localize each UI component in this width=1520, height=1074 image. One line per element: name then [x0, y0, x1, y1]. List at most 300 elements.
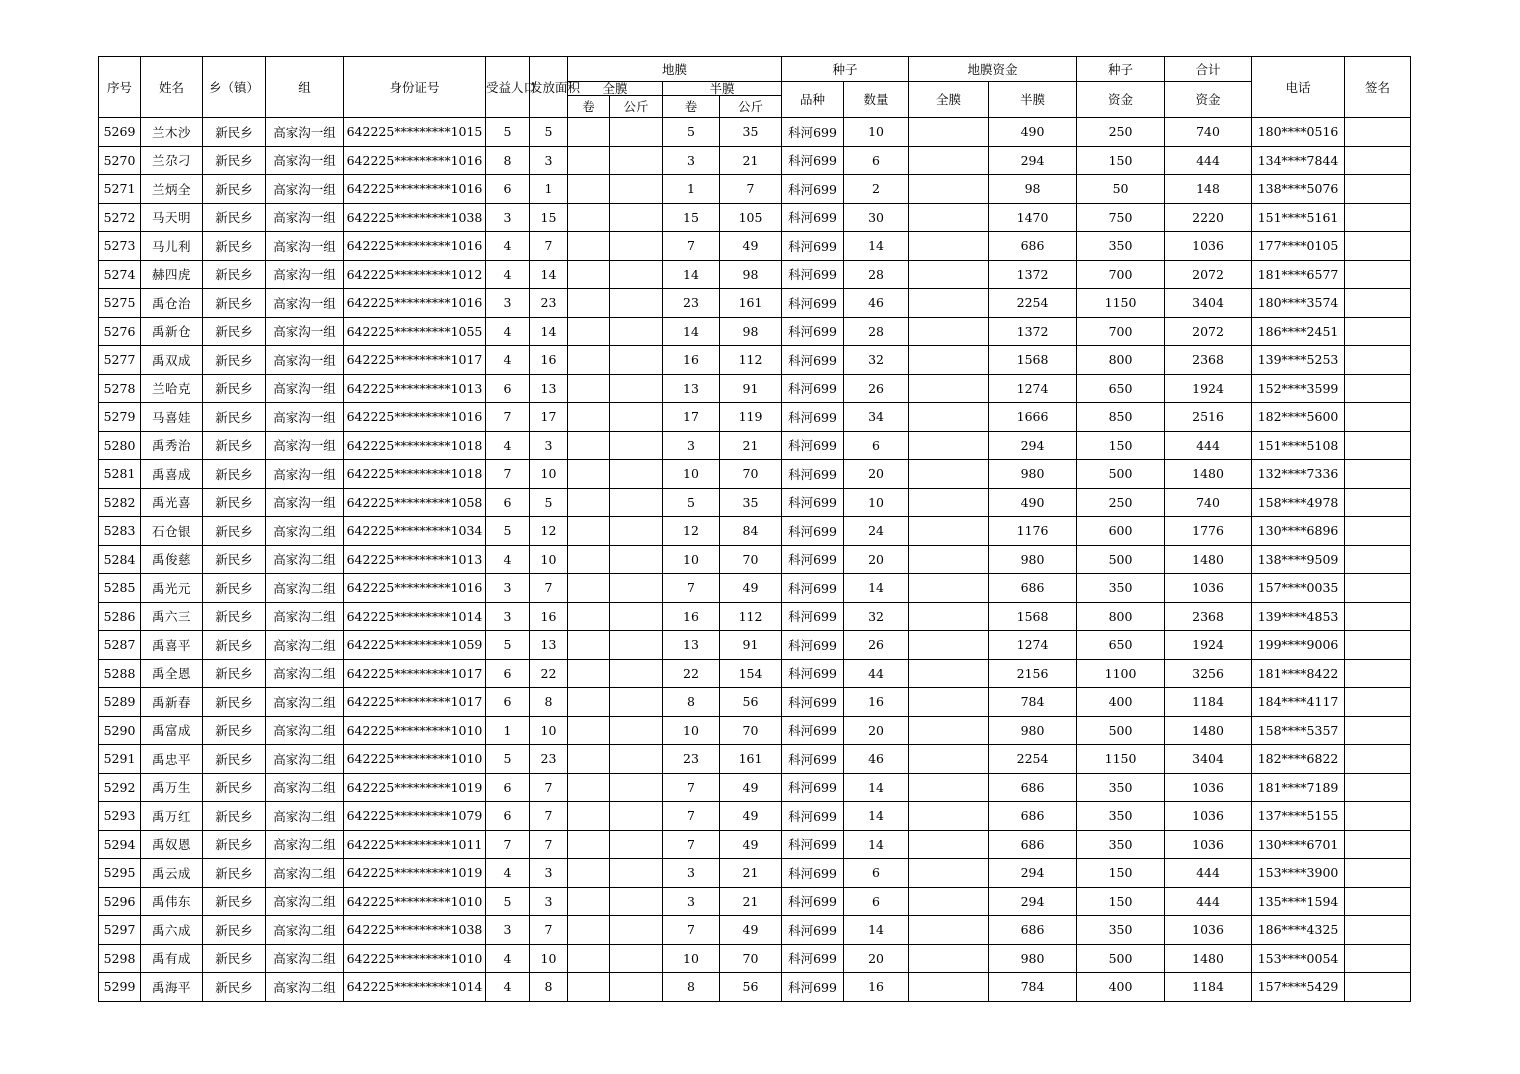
cell-total-funds: 2072 [1165, 317, 1252, 346]
cell-area: 3 [530, 887, 568, 916]
cell-full-kg [610, 545, 663, 574]
cell-seq: 5280 [99, 431, 141, 460]
cell-full-kg [610, 260, 663, 289]
cell-beneficiaries: 4 [486, 431, 530, 460]
distribution-table [98, 56, 1411, 1002]
cell-half-film-funds: 1470 [989, 203, 1077, 232]
table-row [99, 916, 1411, 945]
cell-full-roll [568, 317, 610, 346]
cell-total-funds: 3256 [1165, 659, 1252, 688]
cell-half-film-funds: 686 [989, 574, 1077, 603]
cell-id-number: 642225*********1016 [344, 403, 486, 432]
cell-full-roll [568, 232, 610, 261]
cell-half-roll: 23 [663, 745, 720, 774]
cell-total-funds: 444 [1165, 859, 1252, 888]
cell-area: 7 [530, 574, 568, 603]
cell-township: 新民乡 [203, 175, 266, 204]
cell-quantity: 20 [844, 944, 909, 973]
cell-half-film-funds: 490 [989, 488, 1077, 517]
header-half-film: 半膜 [663, 82, 782, 96]
cell-signature [1345, 460, 1411, 489]
cell-name: 禹新仓 [141, 317, 203, 346]
cell-area: 10 [530, 944, 568, 973]
cell-full-film-funds [909, 745, 989, 774]
header-half-roll: 卷 [663, 96, 720, 118]
cell-half-roll: 8 [663, 688, 720, 717]
cell-total-funds: 444 [1165, 887, 1252, 916]
cell-full-film-funds [909, 545, 989, 574]
cell-half-kg: 98 [720, 317, 782, 346]
header-film-funds: 地膜资金 [909, 57, 1077, 82]
cell-township: 新民乡 [203, 887, 266, 916]
cell-seq: 5278 [99, 374, 141, 403]
cell-area: 16 [530, 346, 568, 375]
cell-signature [1345, 802, 1411, 831]
cell-full-kg [610, 203, 663, 232]
cell-id-number: 642225*********1034 [344, 517, 486, 546]
cell-quantity: 2 [844, 175, 909, 204]
cell-full-roll [568, 944, 610, 973]
cell-variety: 科河699 [782, 431, 844, 460]
cell-half-film-funds: 1568 [989, 602, 1077, 631]
cell-half-kg: 56 [720, 688, 782, 717]
cell-id-number: 642225*********1010 [344, 716, 486, 745]
cell-quantity: 28 [844, 317, 909, 346]
cell-half-film-funds: 980 [989, 545, 1077, 574]
cell-variety: 科河699 [782, 688, 844, 717]
cell-full-roll [568, 830, 610, 859]
cell-quantity: 14 [844, 232, 909, 261]
cell-name: 禹双成 [141, 346, 203, 375]
cell-beneficiaries: 5 [486, 631, 530, 660]
cell-township: 新民乡 [203, 146, 266, 175]
cell-variety: 科河699 [782, 517, 844, 546]
cell-full-kg [610, 346, 663, 375]
cell-seq: 5289 [99, 688, 141, 717]
cell-full-roll [568, 346, 610, 375]
cell-full-film-funds [909, 859, 989, 888]
cell-area: 5 [530, 118, 568, 147]
cell-beneficiaries: 7 [486, 403, 530, 432]
cell-area: 3 [530, 431, 568, 460]
cell-id-number: 642225*********1011 [344, 830, 486, 859]
cell-half-roll: 14 [663, 260, 720, 289]
cell-group: 高家沟一组 [266, 146, 344, 175]
cell-full-film-funds [909, 289, 989, 318]
cell-signature [1345, 545, 1411, 574]
cell-township: 新民乡 [203, 203, 266, 232]
cell-variety: 科河699 [782, 716, 844, 745]
cell-variety: 科河699 [782, 830, 844, 859]
cell-id-number: 642225*********1058 [344, 488, 486, 517]
cell-half-roll: 3 [663, 887, 720, 916]
cell-full-roll [568, 773, 610, 802]
cell-half-kg: 49 [720, 916, 782, 945]
cell-full-film-funds [909, 659, 989, 688]
cell-id-number: 642225*********1010 [344, 944, 486, 973]
cell-signature [1345, 916, 1411, 945]
cell-beneficiaries: 4 [486, 545, 530, 574]
cell-seed-funds: 500 [1077, 460, 1165, 489]
header-township: 乡（镇） [203, 57, 266, 118]
cell-group: 高家沟二组 [266, 574, 344, 603]
table-row [99, 688, 1411, 717]
cell-full-kg [610, 175, 663, 204]
cell-area: 10 [530, 545, 568, 574]
cell-half-roll: 7 [663, 916, 720, 945]
cell-full-kg [610, 118, 663, 147]
cell-signature [1345, 973, 1411, 1002]
cell-signature [1345, 688, 1411, 717]
cell-full-film-funds [909, 830, 989, 859]
cell-id-number: 642225*********1079 [344, 802, 486, 831]
header-id-number: 身份证号 [344, 57, 486, 118]
cell-full-film-funds [909, 260, 989, 289]
cell-name: 马天明 [141, 203, 203, 232]
cell-phone: 153****0054 [1252, 944, 1345, 973]
cell-half-kg: 84 [720, 517, 782, 546]
cell-area: 8 [530, 973, 568, 1002]
cell-township: 新民乡 [203, 517, 266, 546]
cell-variety: 科河699 [782, 346, 844, 375]
cell-quantity: 6 [844, 146, 909, 175]
cell-phone: 157****0035 [1252, 574, 1345, 603]
table-row [99, 574, 1411, 603]
cell-variety: 科河699 [782, 203, 844, 232]
cell-seed-funds: 650 [1077, 631, 1165, 660]
cell-full-roll [568, 688, 610, 717]
cell-signature [1345, 175, 1411, 204]
cell-full-kg [610, 944, 663, 973]
cell-half-kg: 70 [720, 545, 782, 574]
cell-group: 高家沟一组 [266, 317, 344, 346]
cell-name: 禹新春 [141, 688, 203, 717]
cell-half-film-funds: 1666 [989, 403, 1077, 432]
cell-area: 16 [530, 602, 568, 631]
cell-beneficiaries: 3 [486, 203, 530, 232]
cell-township: 新民乡 [203, 260, 266, 289]
cell-half-roll: 23 [663, 289, 720, 318]
cell-township: 新民乡 [203, 460, 266, 489]
cell-full-film-funds [909, 688, 989, 717]
cell-seed-funds: 500 [1077, 545, 1165, 574]
cell-id-number: 642225*********1018 [344, 460, 486, 489]
cell-half-roll: 15 [663, 203, 720, 232]
cell-id-number: 642225*********1014 [344, 602, 486, 631]
cell-name: 兰尕刁 [141, 146, 203, 175]
table-row [99, 346, 1411, 375]
cell-phone: 135****1594 [1252, 887, 1345, 916]
cell-beneficiaries: 3 [486, 916, 530, 945]
cell-full-roll [568, 403, 610, 432]
cell-total-funds: 1924 [1165, 631, 1252, 660]
cell-variety: 科河699 [782, 916, 844, 945]
cell-half-roll: 22 [663, 659, 720, 688]
header-full-film: 全膜 [568, 82, 663, 96]
cell-half-kg: 21 [720, 431, 782, 460]
cell-full-roll [568, 659, 610, 688]
cell-quantity: 34 [844, 403, 909, 432]
cell-seed-funds: 1150 [1077, 289, 1165, 318]
cell-signature [1345, 745, 1411, 774]
cell-full-roll [568, 887, 610, 916]
cell-township: 新民乡 [203, 688, 266, 717]
cell-variety: 科河699 [782, 118, 844, 147]
cell-full-kg [610, 232, 663, 261]
cell-full-kg [610, 802, 663, 831]
cell-quantity: 14 [844, 830, 909, 859]
table-row [99, 545, 1411, 574]
cell-seed-funds: 500 [1077, 944, 1165, 973]
cell-half-kg: 56 [720, 973, 782, 1002]
cell-half-kg: 105 [720, 203, 782, 232]
cell-id-number: 642225*********1017 [344, 659, 486, 688]
table-row [99, 745, 1411, 774]
cell-signature [1345, 260, 1411, 289]
cell-half-roll: 7 [663, 830, 720, 859]
cell-total-funds: 1480 [1165, 716, 1252, 745]
cell-half-film-funds: 294 [989, 887, 1077, 916]
cell-signature [1345, 716, 1411, 745]
table-row [99, 659, 1411, 688]
cell-area: 14 [530, 317, 568, 346]
cell-township: 新民乡 [203, 802, 266, 831]
cell-full-film-funds [909, 574, 989, 603]
cell-area: 22 [530, 659, 568, 688]
cell-half-film-funds: 784 [989, 688, 1077, 717]
cell-township: 新民乡 [203, 317, 266, 346]
cell-half-roll: 5 [663, 488, 720, 517]
cell-quantity: 14 [844, 802, 909, 831]
cell-quantity: 10 [844, 488, 909, 517]
cell-signature [1345, 118, 1411, 147]
cell-beneficiaries: 6 [486, 802, 530, 831]
cell-seed-funds: 800 [1077, 346, 1165, 375]
cell-area: 7 [530, 773, 568, 802]
cell-half-roll: 7 [663, 773, 720, 802]
cell-half-roll: 3 [663, 859, 720, 888]
cell-seed-funds: 250 [1077, 488, 1165, 517]
table-row [99, 488, 1411, 517]
cell-full-film-funds [909, 374, 989, 403]
cell-id-number: 642225*********1055 [344, 317, 486, 346]
cell-township: 新民乡 [203, 916, 266, 945]
cell-variety: 科河699 [782, 403, 844, 432]
header-area: 发放面积 [530, 57, 568, 118]
cell-full-film-funds [909, 887, 989, 916]
cell-half-roll: 16 [663, 602, 720, 631]
table-row [99, 802, 1411, 831]
cell-phone: 157****5429 [1252, 973, 1345, 1002]
cell-half-kg: 154 [720, 659, 782, 688]
cell-total-funds: 1036 [1165, 773, 1252, 802]
cell-area: 3 [530, 146, 568, 175]
cell-seq: 5287 [99, 631, 141, 660]
cell-quantity: 6 [844, 859, 909, 888]
cell-group: 高家沟一组 [266, 403, 344, 432]
cell-seq: 5288 [99, 659, 141, 688]
cell-township: 新民乡 [203, 289, 266, 318]
cell-group: 高家沟一组 [266, 460, 344, 489]
cell-name: 赫四虎 [141, 260, 203, 289]
cell-full-kg [610, 574, 663, 603]
cell-full-kg [610, 488, 663, 517]
cell-seed-funds: 150 [1077, 431, 1165, 460]
cell-variety: 科河699 [782, 488, 844, 517]
cell-variety: 科河699 [782, 460, 844, 489]
cell-township: 新民乡 [203, 574, 266, 603]
cell-beneficiaries: 6 [486, 659, 530, 688]
cell-total-funds: 1776 [1165, 517, 1252, 546]
cell-full-film-funds [909, 232, 989, 261]
cell-area: 8 [530, 688, 568, 717]
cell-name: 禹光元 [141, 574, 203, 603]
cell-seed-funds: 150 [1077, 859, 1165, 888]
cell-total-funds: 444 [1165, 146, 1252, 175]
cell-township: 新民乡 [203, 944, 266, 973]
cell-half-film-funds: 98 [989, 175, 1077, 204]
cell-name: 禹奴恩 [141, 830, 203, 859]
header-full-roll: 卷 [568, 96, 610, 118]
cell-full-kg [610, 289, 663, 318]
cell-quantity: 20 [844, 545, 909, 574]
cell-id-number: 642225*********1017 [344, 688, 486, 717]
cell-beneficiaries: 4 [486, 346, 530, 375]
cell-full-kg [610, 146, 663, 175]
cell-half-film-funds: 1372 [989, 260, 1077, 289]
cell-name: 禹海平 [141, 973, 203, 1002]
cell-full-film-funds [909, 317, 989, 346]
cell-full-kg [610, 460, 663, 489]
cell-seed-funds: 700 [1077, 317, 1165, 346]
cell-name: 禹有成 [141, 944, 203, 973]
cell-half-kg: 35 [720, 118, 782, 147]
header-quantity: 数量 [844, 82, 909, 118]
cell-seq: 5271 [99, 175, 141, 204]
cell-phone: 151****5161 [1252, 203, 1345, 232]
cell-seed-funds: 350 [1077, 232, 1165, 261]
cell-half-film-funds: 980 [989, 716, 1077, 745]
cell-area: 17 [530, 403, 568, 432]
cell-half-film-funds: 980 [989, 944, 1077, 973]
cell-group: 高家沟二组 [266, 688, 344, 717]
cell-signature [1345, 830, 1411, 859]
cell-variety: 科河699 [782, 887, 844, 916]
cell-full-film-funds [909, 631, 989, 660]
cell-full-film-funds [909, 346, 989, 375]
cell-phone: 134****7844 [1252, 146, 1345, 175]
cell-full-film-funds [909, 488, 989, 517]
cell-beneficiaries: 8 [486, 146, 530, 175]
cell-full-roll [568, 631, 610, 660]
cell-group: 高家沟一组 [266, 374, 344, 403]
cell-seed-funds: 850 [1077, 403, 1165, 432]
cell-group: 高家沟二组 [266, 973, 344, 1002]
cell-total-funds: 2368 [1165, 602, 1252, 631]
cell-full-roll [568, 431, 610, 460]
cell-quantity: 32 [844, 602, 909, 631]
cell-id-number: 642225*********1015 [344, 118, 486, 147]
cell-full-film-funds [909, 802, 989, 831]
cell-seed-funds: 1100 [1077, 659, 1165, 688]
cell-variety: 科河699 [782, 289, 844, 318]
cell-name: 禹仓治 [141, 289, 203, 318]
cell-half-kg: 21 [720, 859, 782, 888]
cell-signature [1345, 374, 1411, 403]
cell-signature [1345, 346, 1411, 375]
cell-group: 高家沟一组 [266, 346, 344, 375]
cell-name: 兰木沙 [141, 118, 203, 147]
cell-seq: 5270 [99, 146, 141, 175]
cell-group: 高家沟一组 [266, 175, 344, 204]
cell-group: 高家沟二组 [266, 545, 344, 574]
cell-half-film-funds: 490 [989, 118, 1077, 147]
table-row [99, 203, 1411, 232]
cell-beneficiaries: 6 [486, 175, 530, 204]
cell-township: 新民乡 [203, 374, 266, 403]
cell-seq: 5277 [99, 346, 141, 375]
cell-township: 新民乡 [203, 602, 266, 631]
cell-half-kg: 49 [720, 802, 782, 831]
table-row [99, 289, 1411, 318]
table-row [99, 460, 1411, 489]
cell-township: 新民乡 [203, 773, 266, 802]
cell-name: 禹忠平 [141, 745, 203, 774]
cell-full-roll [568, 203, 610, 232]
header-film: 地膜 [568, 57, 782, 82]
cell-variety: 科河699 [782, 146, 844, 175]
cell-variety: 科河699 [782, 260, 844, 289]
cell-beneficiaries: 7 [486, 460, 530, 489]
cell-id-number: 642225*********1013 [344, 545, 486, 574]
cell-half-film-funds: 1568 [989, 346, 1077, 375]
cell-seq: 5286 [99, 602, 141, 631]
cell-beneficiaries: 4 [486, 260, 530, 289]
header-half-kg: 公斤 [720, 96, 782, 118]
header-variety: 品种 [782, 82, 844, 118]
table-row [99, 973, 1411, 1002]
cell-total-funds: 444 [1165, 431, 1252, 460]
cell-quantity: 6 [844, 431, 909, 460]
cell-phone: 181****8422 [1252, 659, 1345, 688]
cell-phone: 130****6896 [1252, 517, 1345, 546]
cell-id-number: 642225*********1014 [344, 973, 486, 1002]
header-beneficiaries: 受益人口 [486, 57, 530, 118]
cell-seq: 5291 [99, 745, 141, 774]
cell-area: 13 [530, 631, 568, 660]
cell-beneficiaries: 5 [486, 517, 530, 546]
cell-beneficiaries: 5 [486, 887, 530, 916]
cell-total-funds: 2516 [1165, 403, 1252, 432]
cell-phone: 186****4325 [1252, 916, 1345, 945]
cell-full-film-funds [909, 602, 989, 631]
cell-half-roll: 7 [663, 232, 720, 261]
cell-seq: 5294 [99, 830, 141, 859]
cell-total-funds: 1184 [1165, 688, 1252, 717]
cell-full-kg [610, 773, 663, 802]
cell-id-number: 642225*********1059 [344, 631, 486, 660]
cell-half-film-funds: 294 [989, 431, 1077, 460]
cell-full-kg [610, 659, 663, 688]
cell-full-film-funds [909, 517, 989, 546]
cell-half-roll: 13 [663, 631, 720, 660]
cell-seed-funds: 700 [1077, 260, 1165, 289]
cell-group: 高家沟二组 [266, 887, 344, 916]
cell-phone: 184****4117 [1252, 688, 1345, 717]
cell-seed-funds: 800 [1077, 602, 1165, 631]
table-row [99, 175, 1411, 204]
cell-id-number: 642225*********1016 [344, 574, 486, 603]
